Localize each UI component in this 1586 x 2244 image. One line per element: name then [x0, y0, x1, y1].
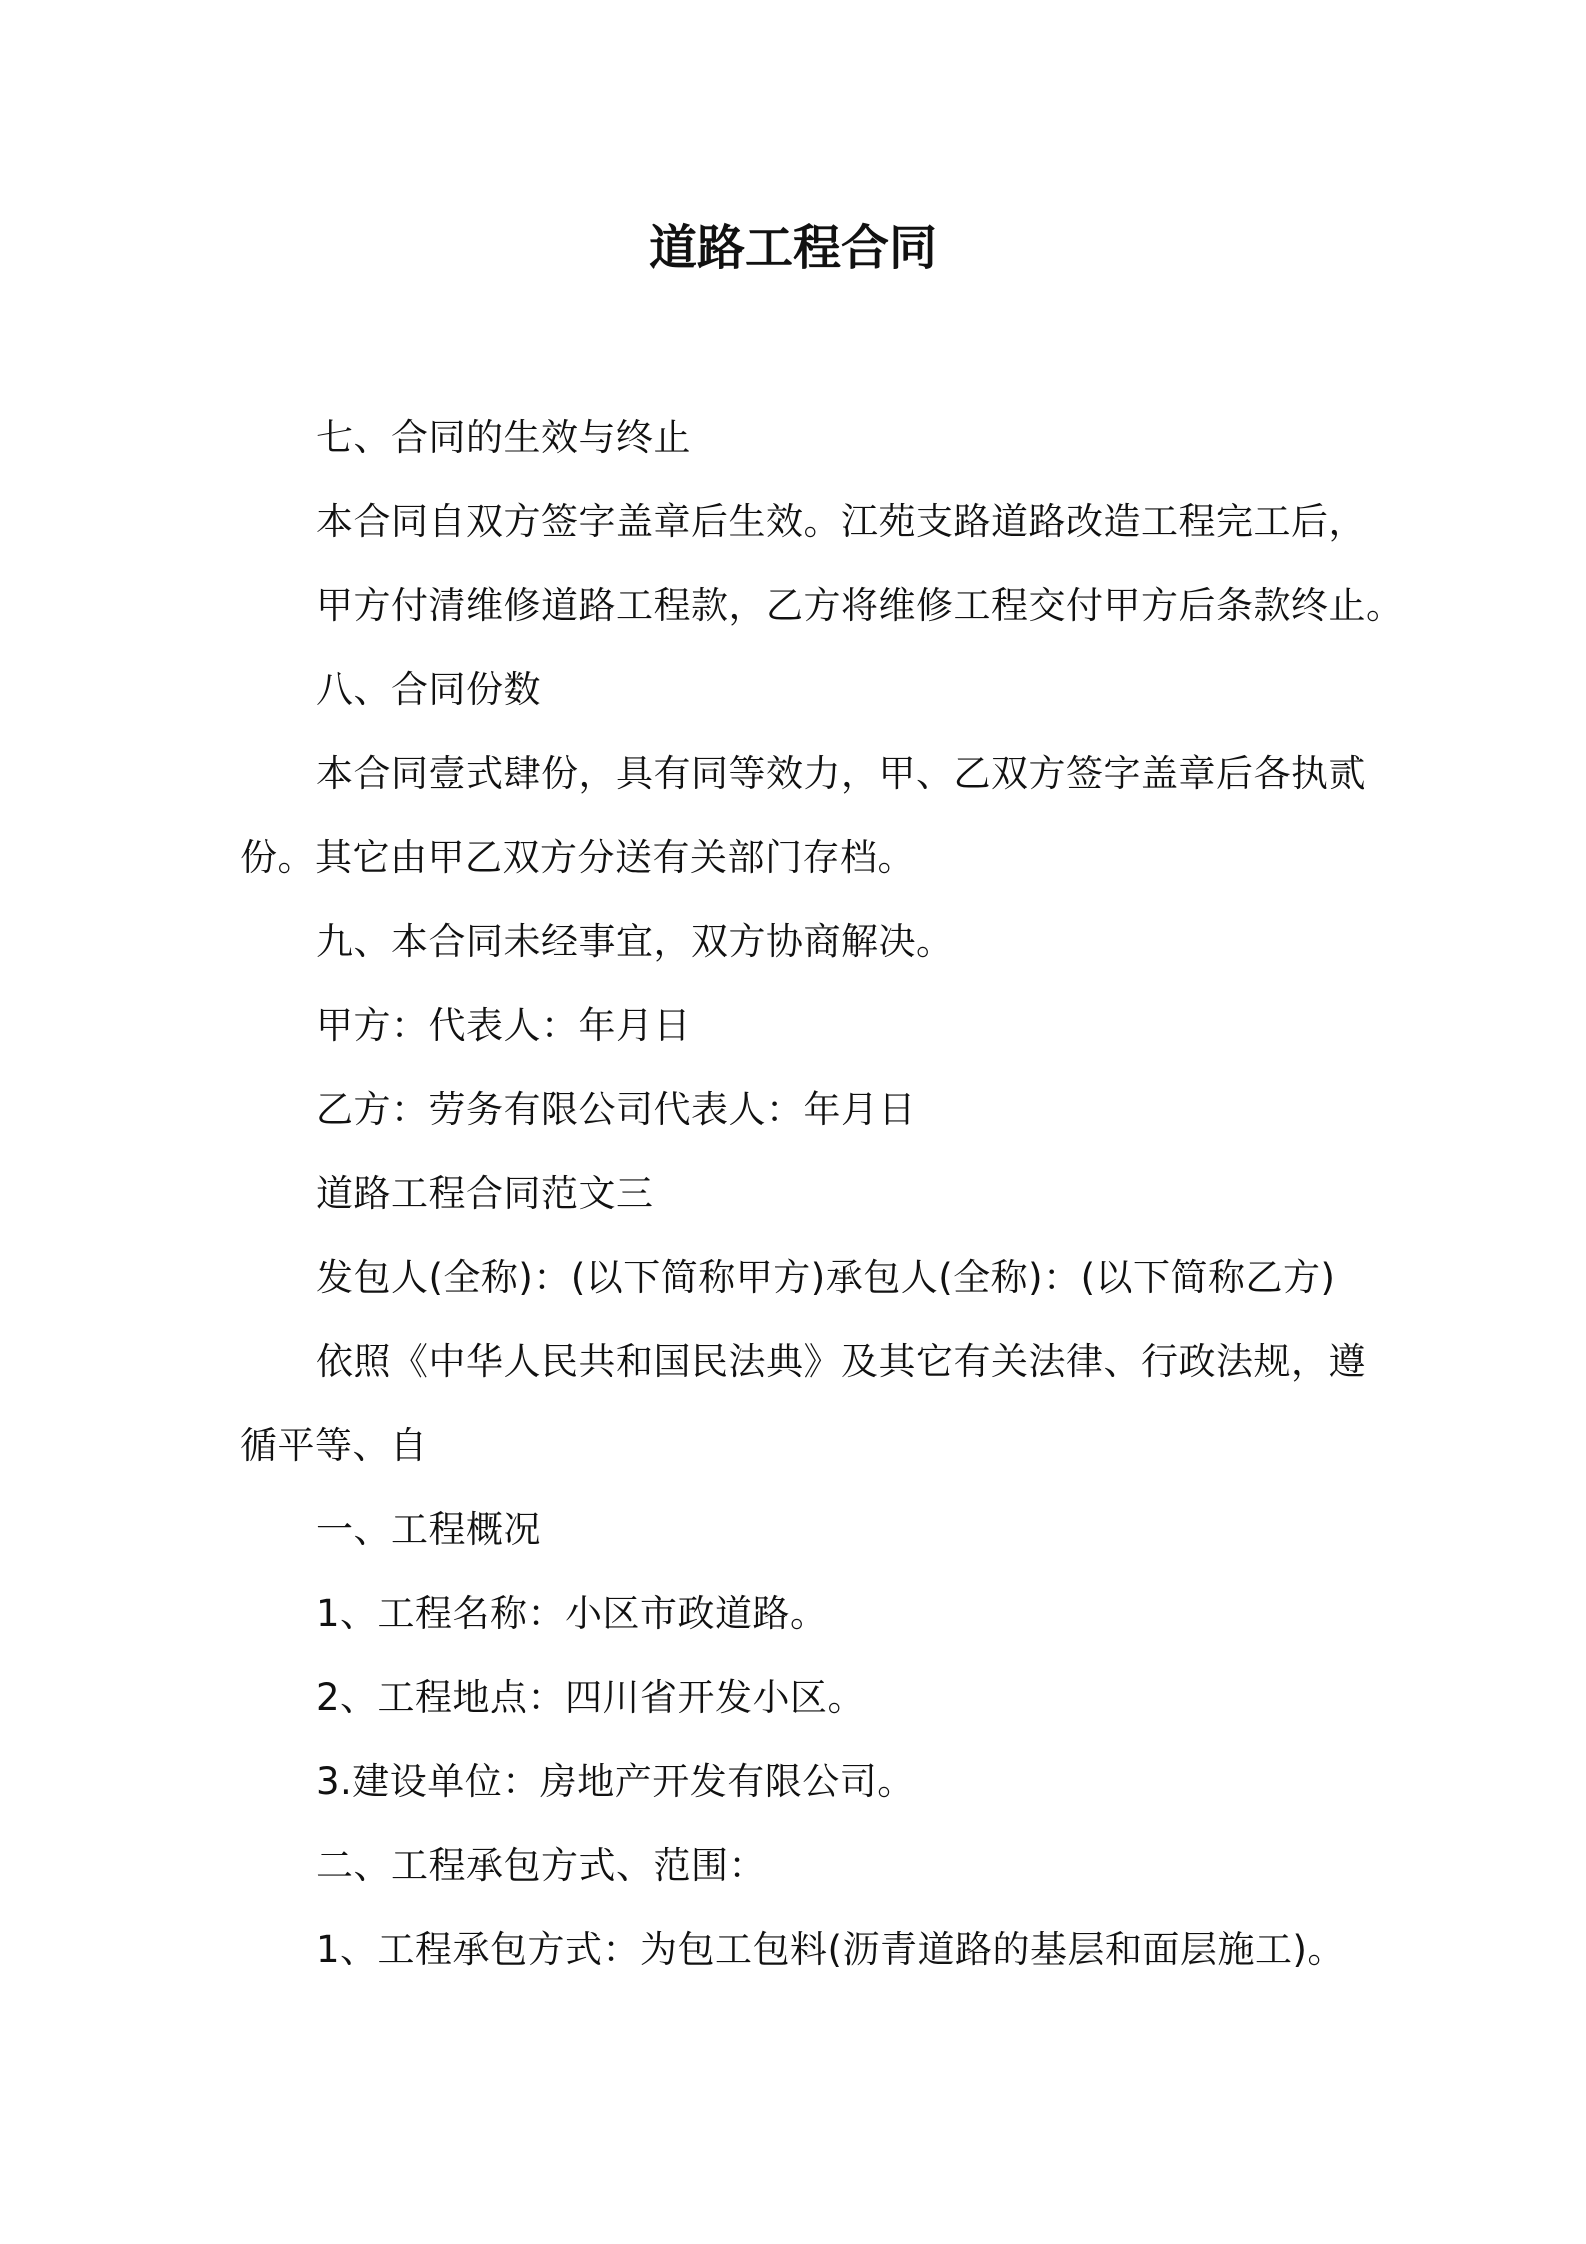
list-item: 2、工程地点：四川省开发小区。 — [316, 1676, 866, 1719]
parties-line: 发包人(全称)：(以下简称甲方)承包人(全称)：(以下简称乙方) — [316, 1256, 1336, 1299]
paragraph-line: 份。其它由甲乙双方分送有关部门存档。 — [240, 836, 915, 879]
section-7-heading: 七、合同的生效与终止 — [316, 416, 691, 459]
section-8-heading: 八、合同份数 — [316, 668, 541, 711]
document-title: 道路工程合同 — [648, 220, 937, 276]
paragraph-line: 循平等、自 — [240, 1424, 428, 1467]
party-a-signature-line: 甲方：代表人：年月日 — [316, 1004, 691, 1047]
section-2-heading: 二、工程承包方式、范围： — [316, 1844, 766, 1887]
list-item: 1、工程承包方式：为包工包料(沥青道路的基层和面层施工)。 — [316, 1928, 1345, 1971]
sample-three-heading: 道路工程合同范文三 — [316, 1172, 654, 1215]
party-b-signature-line: 乙方：劳务有限公司代表人：年月日 — [316, 1088, 916, 1131]
paragraph-line: 本合同自双方签字盖章后生效。江苑支路道路改造工程完工后， — [316, 500, 1366, 543]
paragraph-line: 甲方付清维修道路工程款，乙方将维修工程交付甲方后条款终止。 — [316, 584, 1404, 627]
section-9-heading: 九、本合同未经事宜，双方协商解决。 — [316, 920, 954, 963]
list-item: 3.建设单位：房地产开发有限公司。 — [316, 1760, 915, 1803]
section-1-heading: 一、工程概况 — [316, 1508, 541, 1551]
paragraph-line: 依照《中华人民共和国民法典》及其它有关法律、行政法规，遵 — [316, 1340, 1366, 1383]
paragraph-line: 本合同壹式肆份，具有同等效力，甲、乙双方签字盖章后各执贰 — [316, 752, 1366, 795]
list-item: 1、工程名称：小区市政道路。 — [316, 1592, 828, 1635]
